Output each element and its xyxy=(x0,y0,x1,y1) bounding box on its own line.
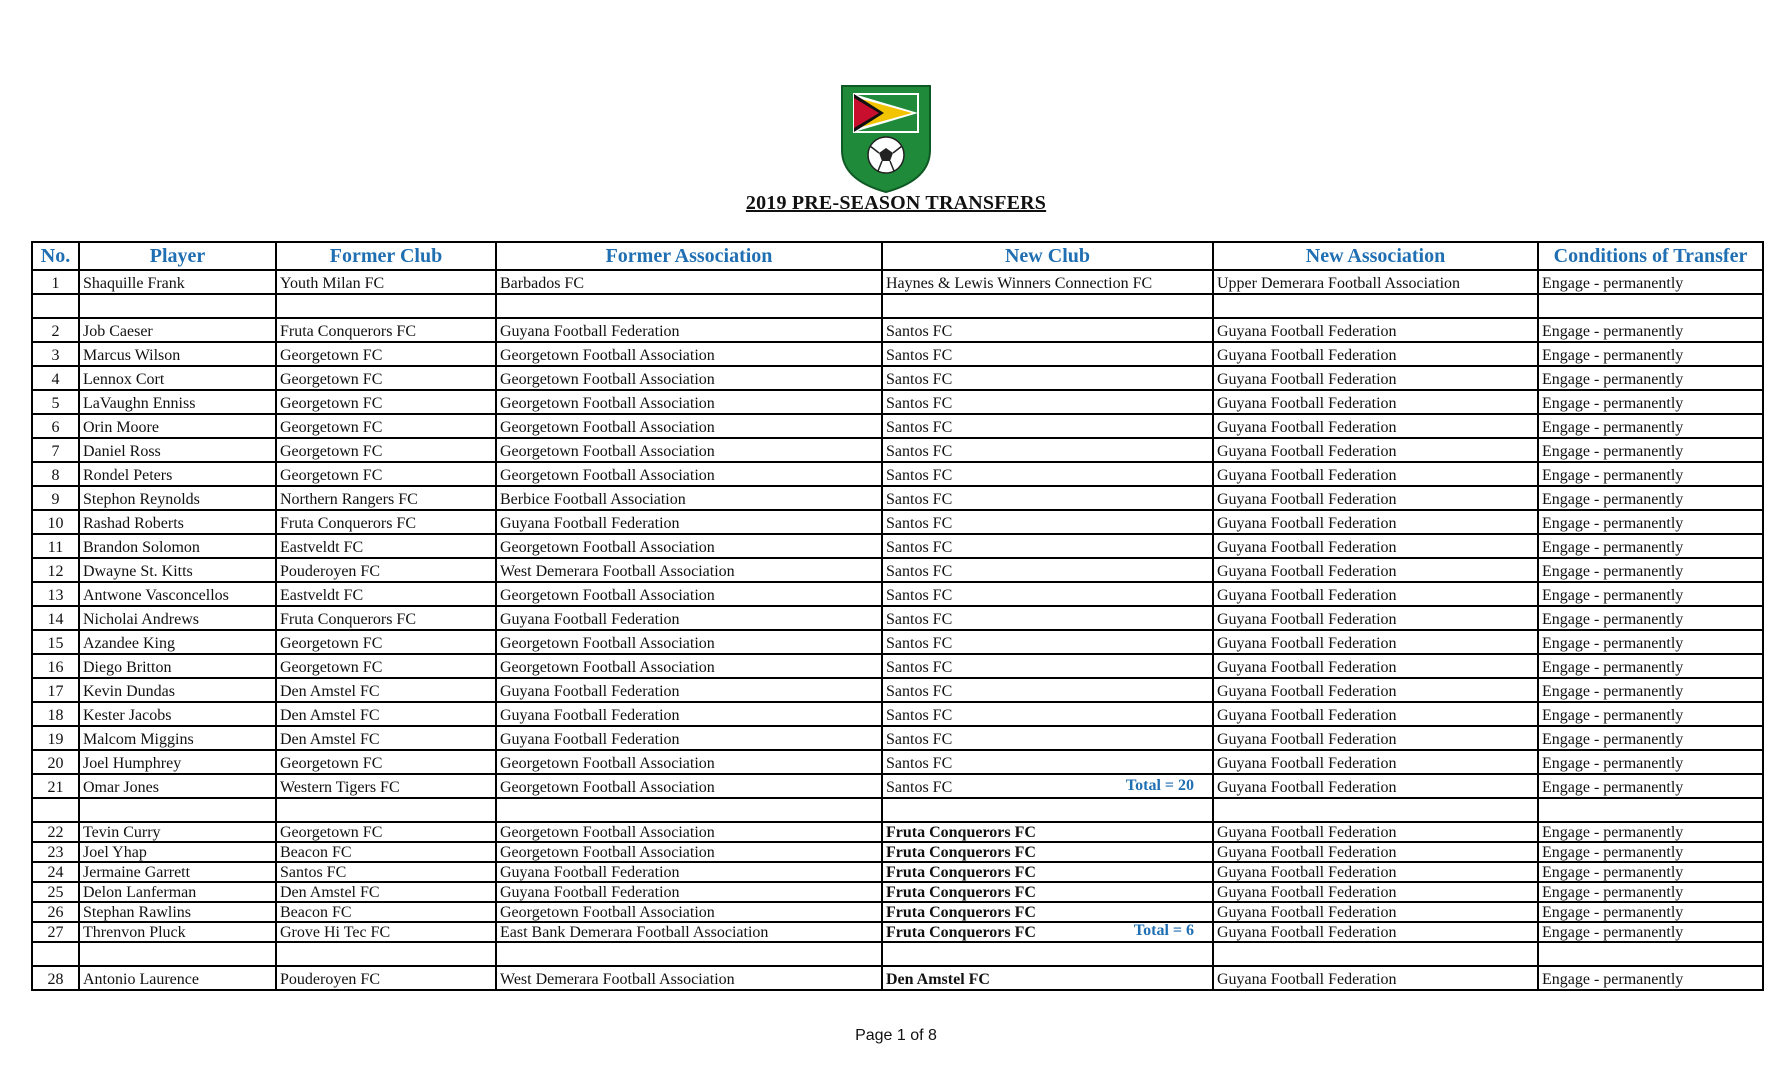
cell-former-association: Georgetown Football Association xyxy=(496,750,882,774)
new-club-name: Santos FC xyxy=(886,659,953,676)
table-row xyxy=(32,750,1763,774)
cell-former-club: Georgetown FC xyxy=(276,462,496,486)
cell-no: 17 xyxy=(32,678,79,702)
cell-new-club xyxy=(882,822,1213,842)
club-total: Total = 20 xyxy=(1125,777,1194,794)
cell-former-association: Georgetown Football Association xyxy=(496,534,882,558)
cell-former-association: Georgetown Football Association xyxy=(496,654,882,678)
cell-new-club xyxy=(882,438,1213,462)
cell-former-association: Georgetown Football Association xyxy=(496,902,882,922)
transfers-table xyxy=(31,241,1764,991)
cell-new-association: Guyana Football Federation xyxy=(1213,390,1538,414)
cell-new-association: Guyana Football Federation xyxy=(1213,842,1538,862)
header-new-association: New Association xyxy=(1213,242,1538,270)
cell-conditions: Engage - permanently xyxy=(1538,630,1763,654)
cell-former-club: Pouderoyen FC xyxy=(276,558,496,582)
cell-conditions: Engage - permanently xyxy=(1538,270,1763,294)
table-row xyxy=(32,702,1763,726)
cell-conditions: Engage - permanently xyxy=(1538,486,1763,510)
table-row xyxy=(32,606,1763,630)
cell-conditions: Engage - permanently xyxy=(1538,654,1763,678)
cell-conditions: Engage - permanently xyxy=(1538,922,1763,942)
cell-former-club: Northern Rangers FC xyxy=(276,486,496,510)
cell-player: Nicholai Andrews xyxy=(79,606,276,630)
cell-former-club: Georgetown FC xyxy=(276,366,496,390)
cell-new-club xyxy=(882,582,1213,606)
cell-new-association: Guyana Football Federation xyxy=(1213,882,1538,902)
cell-player: Job Caeser xyxy=(79,318,276,342)
cell-former-association: Guyana Football Federation xyxy=(496,702,882,726)
cell-player: Antonio Laurence xyxy=(79,966,276,990)
table-row xyxy=(32,414,1763,438)
cell-former-club: Den Amstel FC xyxy=(276,702,496,726)
new-club-name: Fruta Conquerors FC xyxy=(886,844,1036,861)
table-row xyxy=(32,510,1763,534)
cell-new-association: Guyana Football Federation xyxy=(1213,366,1538,390)
cell-former-association: Georgetown Football Association xyxy=(496,342,882,366)
cell-player: Omar Jones xyxy=(79,774,276,798)
cell-new-club xyxy=(882,726,1213,750)
cell-player: Diego Britton xyxy=(79,654,276,678)
cell-player: Joel Yhap xyxy=(79,842,276,862)
cell-no: 16 xyxy=(32,654,79,678)
cell-new-club xyxy=(882,486,1213,510)
cell-conditions: Engage - permanently xyxy=(1538,822,1763,842)
cell-no: 13 xyxy=(32,582,79,606)
cell-former-association: Guyana Football Federation xyxy=(496,882,882,902)
table-row xyxy=(32,630,1763,654)
new-club-name: Santos FC xyxy=(886,443,953,460)
cell-new-association: Guyana Football Federation xyxy=(1213,630,1538,654)
cell-new-club xyxy=(882,922,1213,942)
cell-former-club: Georgetown FC xyxy=(276,390,496,414)
new-club-name: Santos FC xyxy=(886,515,953,532)
cell-player: Kevin Dundas xyxy=(79,678,276,702)
cell-player: Shaquille Frank xyxy=(79,270,276,294)
cell-no: 25 xyxy=(32,882,79,902)
cell-new-club xyxy=(882,630,1213,654)
header-player: Player xyxy=(79,242,276,270)
cell-new-club xyxy=(882,318,1213,342)
table-row xyxy=(32,922,1763,942)
cell-no: 1 xyxy=(32,270,79,294)
blank-cell xyxy=(32,798,79,822)
cell-no: 15 xyxy=(32,630,79,654)
cell-conditions: Engage - permanently xyxy=(1538,510,1763,534)
cell-former-club: Georgetown FC xyxy=(276,654,496,678)
cell-former-association: Georgetown Football Association xyxy=(496,462,882,486)
new-club-name: Santos FC xyxy=(886,563,953,580)
cell-new-club xyxy=(882,270,1213,294)
cell-former-association: Georgetown Football Association xyxy=(496,366,882,390)
cell-former-club: Eastveldt FC xyxy=(276,582,496,606)
table-row xyxy=(32,842,1763,862)
cell-former-association: Georgetown Football Association xyxy=(496,774,882,798)
header-conditions: Conditions of Transfer xyxy=(1538,242,1763,270)
cell-former-association: Guyana Football Federation xyxy=(496,510,882,534)
cell-new-club xyxy=(882,902,1213,922)
blank-cell xyxy=(1213,942,1538,966)
blank-cell xyxy=(276,798,496,822)
cell-former-club: Eastveldt FC xyxy=(276,534,496,558)
cell-new-club xyxy=(882,534,1213,558)
cell-no: 2 xyxy=(32,318,79,342)
cell-new-association: Guyana Football Federation xyxy=(1213,702,1538,726)
cell-no: 27 xyxy=(32,922,79,942)
new-club-name: Fruta Conquerors FC xyxy=(886,924,1036,941)
cell-new-club xyxy=(882,414,1213,438)
cell-no: 7 xyxy=(32,438,79,462)
cell-former-association: Georgetown Football Association xyxy=(496,822,882,842)
blank-cell xyxy=(496,942,882,966)
cell-no: 10 xyxy=(32,510,79,534)
cell-player: Rondel Peters xyxy=(79,462,276,486)
cell-former-association: Georgetown Football Association xyxy=(496,842,882,862)
cell-former-club: Fruta Conquerors FC xyxy=(276,318,496,342)
cell-former-association: West Demerara Football Association xyxy=(496,966,882,990)
cell-no: 3 xyxy=(32,342,79,366)
cell-former-association: Guyana Football Federation xyxy=(496,862,882,882)
cell-new-association: Guyana Football Federation xyxy=(1213,558,1538,582)
cell-former-club: Beacon FC xyxy=(276,902,496,922)
blank-cell xyxy=(1538,798,1763,822)
cell-conditions: Engage - permanently xyxy=(1538,774,1763,798)
blank-cell xyxy=(32,942,79,966)
cell-no: 20 xyxy=(32,750,79,774)
cell-new-association: Guyana Football Federation xyxy=(1213,534,1538,558)
cell-player: Threnvon Pluck xyxy=(79,922,276,942)
cell-new-club xyxy=(882,750,1213,774)
blank-cell xyxy=(79,798,276,822)
blank-cell xyxy=(32,294,79,318)
table-row xyxy=(32,822,1763,842)
cell-no: 26 xyxy=(32,902,79,922)
cell-former-club: Fruta Conquerors FC xyxy=(276,510,496,534)
cell-conditions: Engage - permanently xyxy=(1538,842,1763,862)
table-row xyxy=(32,462,1763,486)
cell-new-club xyxy=(882,654,1213,678)
cell-new-association: Guyana Football Federation xyxy=(1213,462,1538,486)
cell-conditions: Engage - permanently xyxy=(1538,390,1763,414)
cell-new-association: Upper Demerara Football Association xyxy=(1213,270,1538,294)
cell-no: 9 xyxy=(32,486,79,510)
blank-cell xyxy=(882,942,1213,966)
new-club-name: Santos FC xyxy=(886,323,953,340)
cell-no: 11 xyxy=(32,534,79,558)
cell-conditions: Engage - permanently xyxy=(1538,414,1763,438)
table-row xyxy=(32,342,1763,366)
cell-conditions: Engage - permanently xyxy=(1538,558,1763,582)
cell-new-association: Guyana Football Federation xyxy=(1213,902,1538,922)
table-row xyxy=(32,966,1763,990)
blank-row xyxy=(32,294,1763,318)
cell-former-association: Georgetown Football Association xyxy=(496,630,882,654)
cell-new-club xyxy=(882,390,1213,414)
new-club-name: Santos FC xyxy=(886,755,953,772)
cell-no: 28 xyxy=(32,966,79,990)
cell-player: Joel Humphrey xyxy=(79,750,276,774)
cell-former-association: East Bank Demerara Football Association xyxy=(496,922,882,942)
cell-former-club: Santos FC xyxy=(276,862,496,882)
cell-former-club: Georgetown FC xyxy=(276,750,496,774)
table-row xyxy=(32,862,1763,882)
header-no: No. xyxy=(32,242,79,270)
cell-conditions: Engage - permanently xyxy=(1538,750,1763,774)
new-club-name: Fruta Conquerors FC xyxy=(886,864,1036,881)
cell-conditions: Engage - permanently xyxy=(1538,882,1763,902)
table-row xyxy=(32,882,1763,902)
cell-former-association: Guyana Football Federation xyxy=(496,606,882,630)
new-club-name: Santos FC xyxy=(886,635,953,652)
cell-new-association: Guyana Football Federation xyxy=(1213,438,1538,462)
table-row xyxy=(32,390,1763,414)
cell-new-association: Guyana Football Federation xyxy=(1213,726,1538,750)
cell-new-club xyxy=(882,510,1213,534)
cell-former-club: Youth Milan FC xyxy=(276,270,496,294)
cell-former-club: Georgetown FC xyxy=(276,438,496,462)
cell-player: Lennox Cort xyxy=(79,366,276,390)
cell-new-club xyxy=(882,342,1213,366)
cell-player: Tevin Curry xyxy=(79,822,276,842)
new-club-name: Santos FC xyxy=(886,587,953,604)
cell-no: 14 xyxy=(32,606,79,630)
cell-former-association: Barbados FC xyxy=(496,270,882,294)
cell-conditions: Engage - permanently xyxy=(1538,438,1763,462)
cell-new-association: Guyana Football Federation xyxy=(1213,822,1538,842)
new-club-name: Haynes & Lewis Winners Connection FC xyxy=(886,275,1153,292)
new-club-name: Santos FC xyxy=(886,611,953,628)
cell-player: Orin Moore xyxy=(79,414,276,438)
cell-conditions: Engage - permanently xyxy=(1538,726,1763,750)
cell-former-club: Beacon FC xyxy=(276,842,496,862)
cell-new-association: Guyana Football Federation xyxy=(1213,318,1538,342)
cell-former-association: Berbice Football Association xyxy=(496,486,882,510)
cell-former-club: Western Tigers FC xyxy=(276,774,496,798)
cell-new-club xyxy=(882,774,1213,798)
table-row xyxy=(32,678,1763,702)
new-club-name: Santos FC xyxy=(886,419,953,436)
cell-conditions: Engage - permanently xyxy=(1538,342,1763,366)
new-club-name: Den Amstel FC xyxy=(886,971,990,988)
cell-conditions: Engage - permanently xyxy=(1538,966,1763,990)
document-title: 2019 PRE-SEASON TRANSFERS xyxy=(745,192,1047,214)
cell-new-association: Guyana Football Federation xyxy=(1213,966,1538,990)
blank-cell xyxy=(1538,294,1763,318)
header-new-club: New Club xyxy=(882,242,1213,270)
table-header-row xyxy=(32,242,1763,270)
cell-no: 18 xyxy=(32,702,79,726)
new-club-name: Santos FC xyxy=(886,491,953,508)
cell-new-club xyxy=(882,882,1213,902)
cell-player: Rashad Roberts xyxy=(79,510,276,534)
cell-former-club: Georgetown FC xyxy=(276,630,496,654)
cell-no: 5 xyxy=(32,390,79,414)
table-row xyxy=(32,486,1763,510)
cell-no: 4 xyxy=(32,366,79,390)
guyana-football-federation-logo xyxy=(836,80,936,196)
table-row xyxy=(32,366,1763,390)
cell-player: Daniel Ross xyxy=(79,438,276,462)
blank-cell xyxy=(1213,798,1538,822)
new-club-name: Santos FC xyxy=(886,779,953,796)
table-row xyxy=(32,318,1763,342)
table-row xyxy=(32,558,1763,582)
cell-new-club xyxy=(882,366,1213,390)
table-row xyxy=(32,534,1763,558)
cell-new-association: Guyana Football Federation xyxy=(1213,922,1538,942)
cell-player: Stephon Reynolds xyxy=(79,486,276,510)
cell-former-association: Georgetown Football Association xyxy=(496,438,882,462)
cell-former-club: Den Amstel FC xyxy=(276,678,496,702)
new-club-name: Santos FC xyxy=(886,371,953,388)
blank-row xyxy=(32,942,1763,966)
blank-cell xyxy=(276,294,496,318)
cell-player: Azandee King xyxy=(79,630,276,654)
table-row xyxy=(32,438,1763,462)
cell-new-club xyxy=(882,462,1213,486)
blank-cell xyxy=(496,294,882,318)
cell-conditions: Engage - permanently xyxy=(1538,862,1763,882)
new-club-name: Santos FC xyxy=(886,707,953,724)
cell-new-club xyxy=(882,606,1213,630)
cell-former-club: Pouderoyen FC xyxy=(276,966,496,990)
cell-new-club xyxy=(882,862,1213,882)
new-club-name: Santos FC xyxy=(886,539,953,556)
table-row xyxy=(32,902,1763,922)
cell-former-association: Georgetown Football Association xyxy=(496,390,882,414)
cell-former-association: Guyana Football Federation xyxy=(496,726,882,750)
cell-conditions: Engage - permanently xyxy=(1538,534,1763,558)
blank-cell xyxy=(496,798,882,822)
blank-cell xyxy=(276,942,496,966)
cell-conditions: Engage - permanently xyxy=(1538,702,1763,726)
cell-former-association: Georgetown Football Association xyxy=(496,414,882,438)
header-former-association: Former Association xyxy=(496,242,882,270)
new-club-name: Fruta Conquerors FC xyxy=(886,904,1036,921)
new-club-name: Santos FC xyxy=(886,395,953,412)
cell-former-club: Den Amstel FC xyxy=(276,882,496,902)
cell-conditions: Engage - permanently xyxy=(1538,462,1763,486)
cell-new-club xyxy=(882,966,1213,990)
cell-player: Stephan Rawlins xyxy=(79,902,276,922)
cell-no: 8 xyxy=(32,462,79,486)
cell-new-association: Guyana Football Federation xyxy=(1213,654,1538,678)
new-club-name: Fruta Conquerors FC xyxy=(886,824,1036,841)
cell-conditions: Engage - permanently xyxy=(1538,606,1763,630)
cell-new-association: Guyana Football Federation xyxy=(1213,486,1538,510)
table-row xyxy=(32,582,1763,606)
cell-player: Dwayne St. Kitts xyxy=(79,558,276,582)
new-club-name: Santos FC xyxy=(886,347,953,364)
cell-new-association: Guyana Football Federation xyxy=(1213,750,1538,774)
cell-player: Delon Lanferman xyxy=(79,882,276,902)
cell-no: 6 xyxy=(32,414,79,438)
cell-player: Jermaine Garrett xyxy=(79,862,276,882)
cell-new-association: Guyana Football Federation xyxy=(1213,862,1538,882)
cell-new-association: Guyana Football Federation xyxy=(1213,414,1538,438)
cell-new-association: Guyana Football Federation xyxy=(1213,510,1538,534)
blank-cell xyxy=(1213,294,1538,318)
cell-new-club xyxy=(882,558,1213,582)
cell-new-club xyxy=(882,842,1213,862)
cell-former-club: Den Amstel FC xyxy=(276,726,496,750)
cell-new-club xyxy=(882,678,1213,702)
new-club-name: Santos FC xyxy=(886,731,953,748)
cell-conditions: Engage - permanently xyxy=(1538,366,1763,390)
cell-conditions: Engage - permanently xyxy=(1538,318,1763,342)
cell-player: Brandon Solomon xyxy=(79,534,276,558)
cell-former-club: Grove Hi Tec FC xyxy=(276,922,496,942)
header-former-club: Former Club xyxy=(276,242,496,270)
club-total: Total = 6 xyxy=(1133,922,1194,939)
cell-former-club: Georgetown FC xyxy=(276,414,496,438)
blank-cell xyxy=(882,294,1213,318)
cell-player: LaVaughn Enniss xyxy=(79,390,276,414)
table-row xyxy=(32,774,1763,798)
table-row xyxy=(32,654,1763,678)
new-club-name: Fruta Conquerors FC xyxy=(886,884,1036,901)
cell-player: Malcom Miggins xyxy=(79,726,276,750)
cell-no: 21 xyxy=(32,774,79,798)
cell-new-association: Guyana Football Federation xyxy=(1213,606,1538,630)
cell-new-club xyxy=(882,702,1213,726)
cell-player: Marcus Wilson xyxy=(79,342,276,366)
cell-player: Antwone Vasconcellos xyxy=(79,582,276,606)
cell-no: 24 xyxy=(32,862,79,882)
cell-conditions: Engage - permanently xyxy=(1538,678,1763,702)
new-club-name: Santos FC xyxy=(886,467,953,484)
table-row xyxy=(32,270,1763,294)
blank-cell xyxy=(79,294,276,318)
cell-former-association: West Demerara Football Association xyxy=(496,558,882,582)
cell-former-association: Georgetown Football Association xyxy=(496,582,882,606)
table-row xyxy=(32,726,1763,750)
blank-cell xyxy=(79,942,276,966)
cell-player: Kester Jacobs xyxy=(79,702,276,726)
cell-former-association: Guyana Football Federation xyxy=(496,678,882,702)
cell-no: 23 xyxy=(32,842,79,862)
page-number: Page 1 of 8 xyxy=(855,1027,937,1044)
cell-former-club: Georgetown FC xyxy=(276,822,496,842)
blank-row xyxy=(32,798,1763,822)
cell-no: 19 xyxy=(32,726,79,750)
cell-new-association: Guyana Football Federation xyxy=(1213,774,1538,798)
cell-new-association: Guyana Football Federation xyxy=(1213,342,1538,366)
cell-conditions: Engage - permanently xyxy=(1538,902,1763,922)
cell-no: 22 xyxy=(32,822,79,842)
blank-cell xyxy=(1538,942,1763,966)
cell-new-association: Guyana Football Federation xyxy=(1213,582,1538,606)
cell-no: 12 xyxy=(32,558,79,582)
new-club-name: Santos FC xyxy=(886,683,953,700)
cell-former-association: Guyana Football Federation xyxy=(496,318,882,342)
cell-new-association: Guyana Football Federation xyxy=(1213,678,1538,702)
cell-former-club: Georgetown FC xyxy=(276,342,496,366)
cell-conditions: Engage - permanently xyxy=(1538,582,1763,606)
blank-cell xyxy=(882,798,1213,822)
cell-former-club: Fruta Conquerors FC xyxy=(276,606,496,630)
